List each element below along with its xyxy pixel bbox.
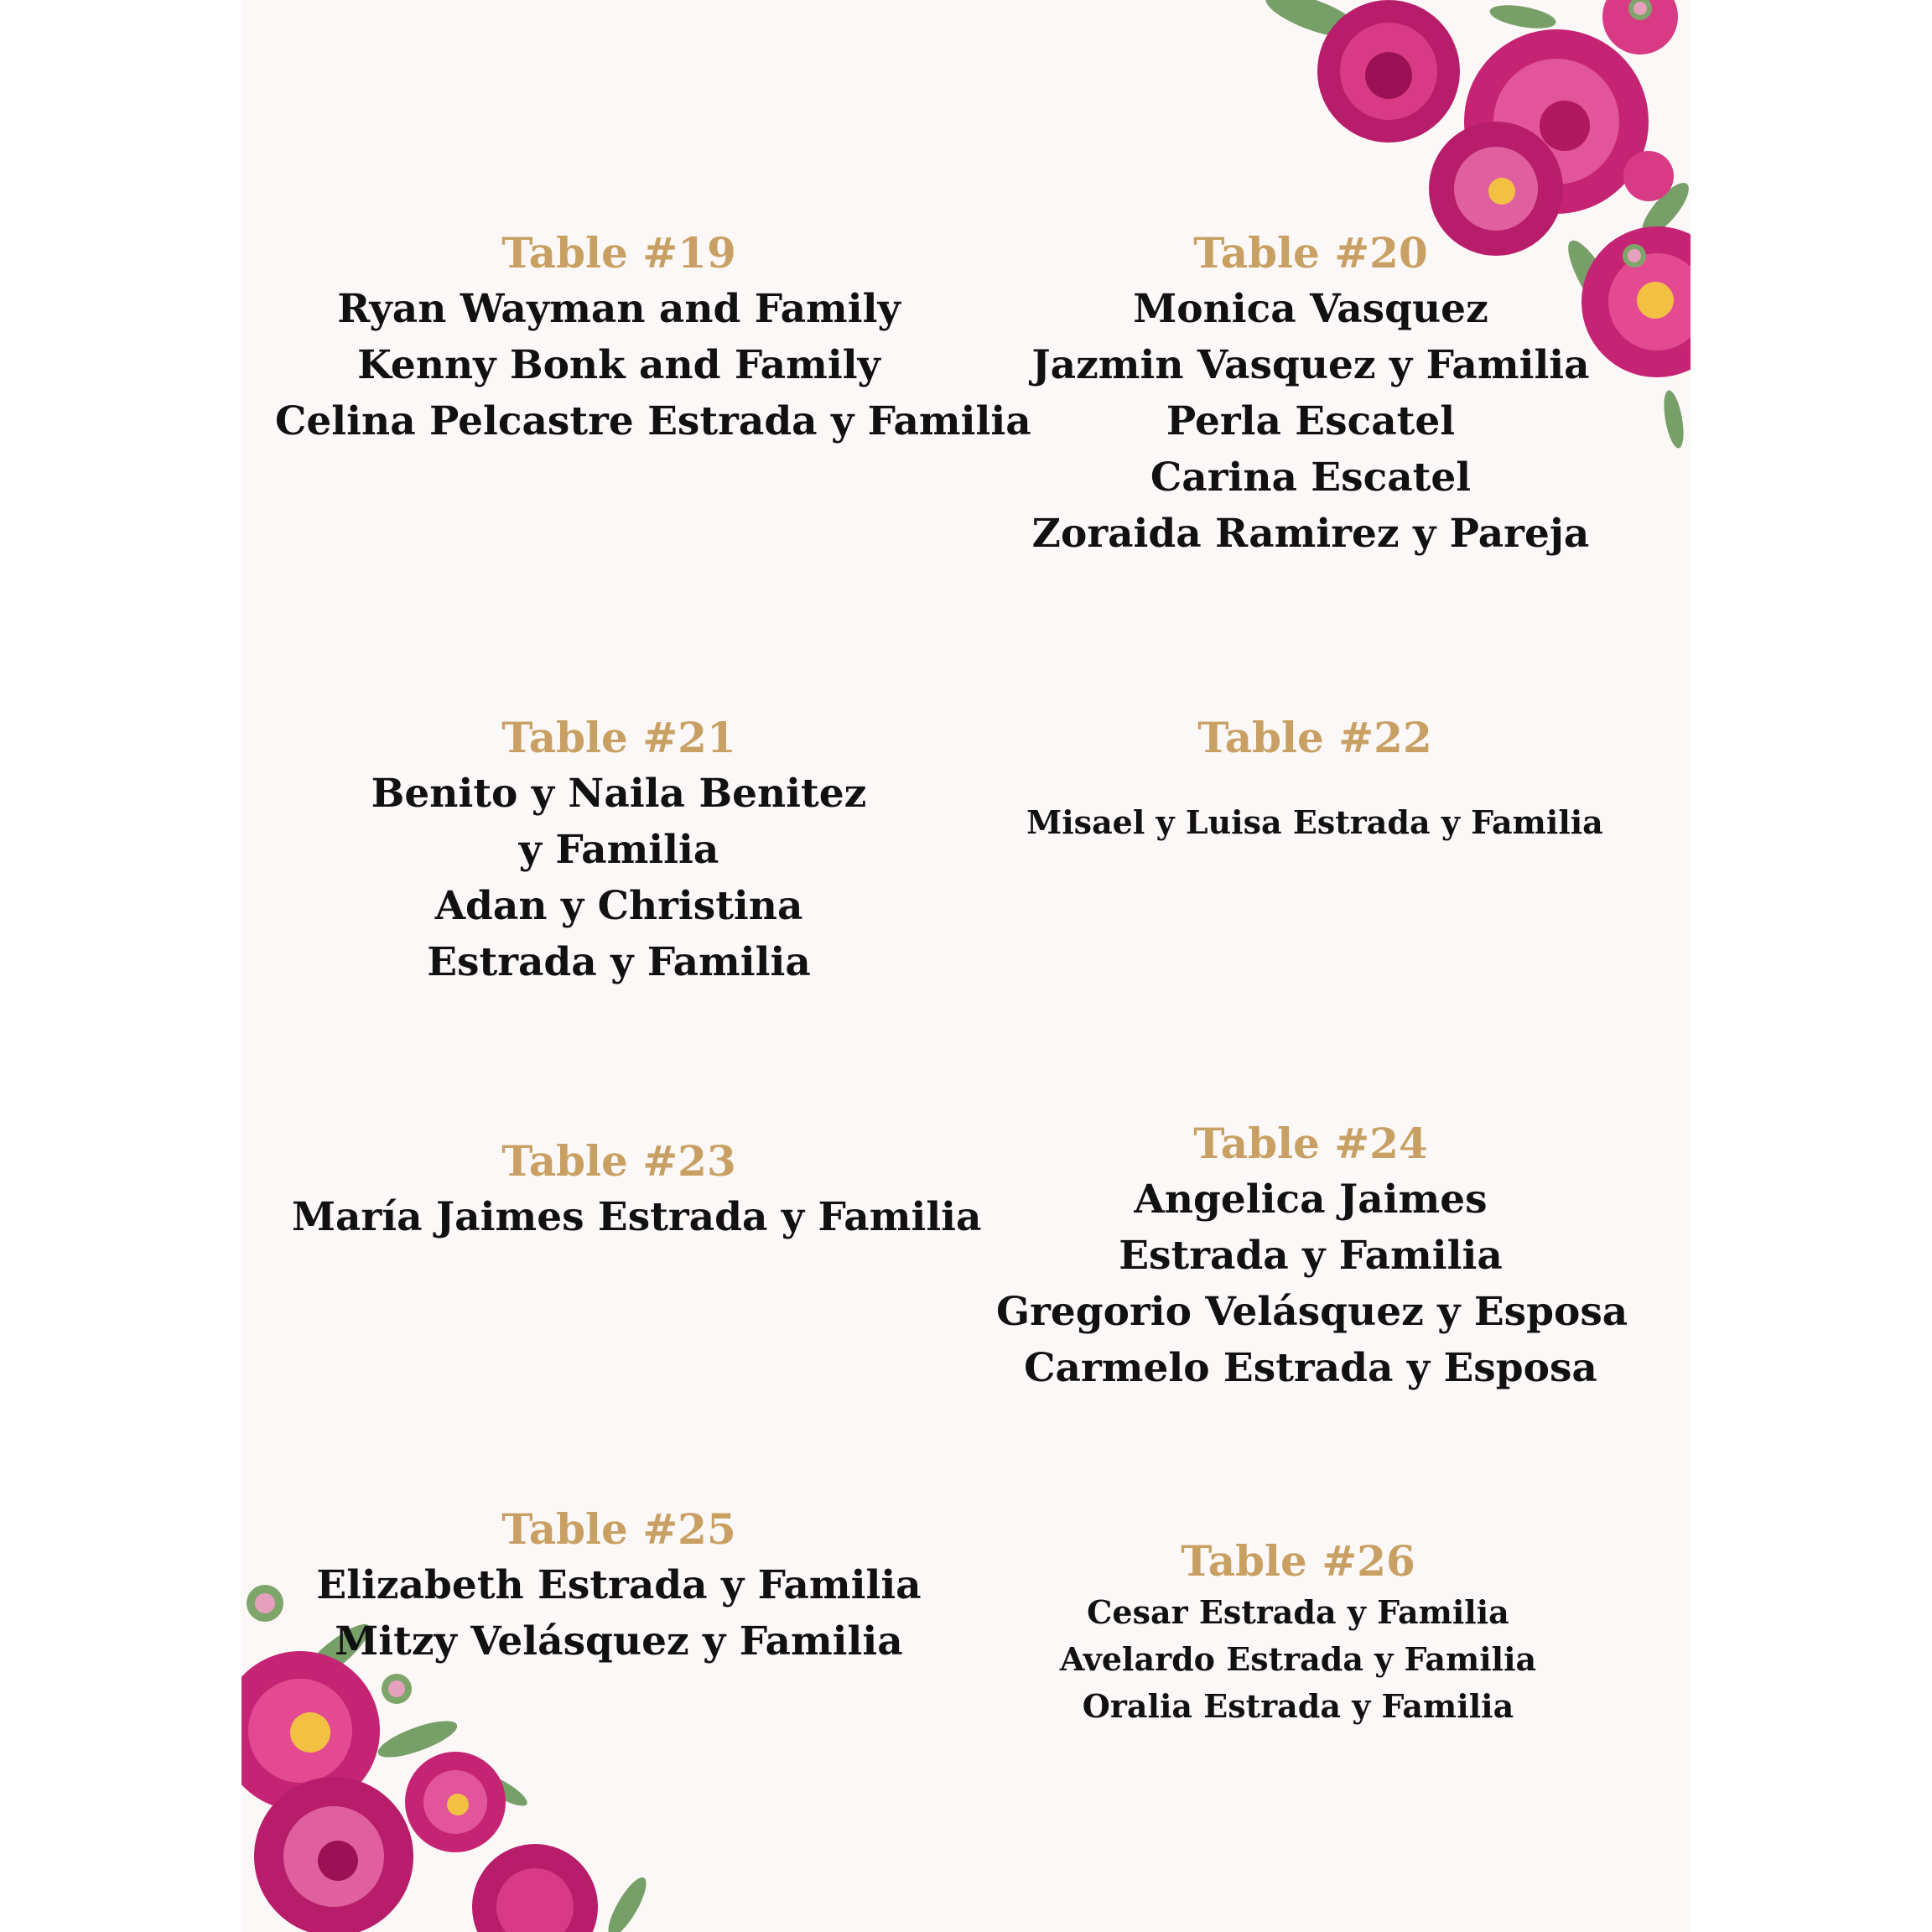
table-title: Table #20 [1193,228,1428,278]
table-title: Table #22 [1197,713,1432,762]
guest-name: Elizabeth Estrada y Familia [316,1562,922,1608]
table-title: Table #26 [1181,1536,1415,1586]
guest-name: Avelardo Estrada y Familia [1059,1640,1537,1678]
spacer [996,766,1633,799]
table-19-block [275,225,1031,449]
seating-chart-page [242,0,1690,1932]
guest-name: Misael y Luisa Estrada y Familia [1026,803,1603,841]
table-23-block [292,1133,982,1245]
guest-name: Kenny Bonk and Family [357,342,880,388]
guest-name: María Jaimes Estrada y Familia [292,1194,982,1240]
guest-name: Ryan Wayman and Family [337,286,901,332]
guest-name: Celina Pelcastre Estrada y Familia [275,398,1031,444]
guest-name: Oralia Estrada y Familia [1082,1687,1514,1725]
table-22-block [996,709,1633,846]
table-24-block [996,1115,1628,1396]
guest-name: Angelica Jaimes Estrada y Familia [1119,1176,1503,1279]
guest-name: Gregorio Velásquez y Esposa [996,1289,1628,1335]
guest-name: Carina Escatel [1150,454,1472,501]
table-title: Table #23 [501,1136,736,1186]
table-25-block [292,1501,946,1670]
table-20-block [996,225,1625,562]
guest-name: Adan y Christina Estrada y Familia [427,883,811,985]
guest-name: Benito y Naila Benitez y Familia [371,771,867,873]
table-title: Table #25 [501,1504,736,1554]
table-21-block [359,709,879,990]
guest-name: Cesar Estrada y Familia [1087,1593,1509,1631]
table-title: Table #24 [1193,1119,1428,1168]
guest-name: Perla Escatel [1166,398,1456,444]
table-title: Table #21 [501,713,736,762]
guest-name: Mitzy Velásquez y Familia [335,1618,903,1665]
table-title: Table #19 [501,228,736,278]
guest-name: Zoraida Ramirez y Pareja [1031,511,1590,557]
guest-name: Carmelo Estrada y Esposa [1024,1345,1597,1391]
guest-name: Jazmin Vasquez y Familia [1031,342,1590,388]
table-26-block [996,1533,1600,1730]
guest-name: Monica Vasquez [1133,286,1488,332]
